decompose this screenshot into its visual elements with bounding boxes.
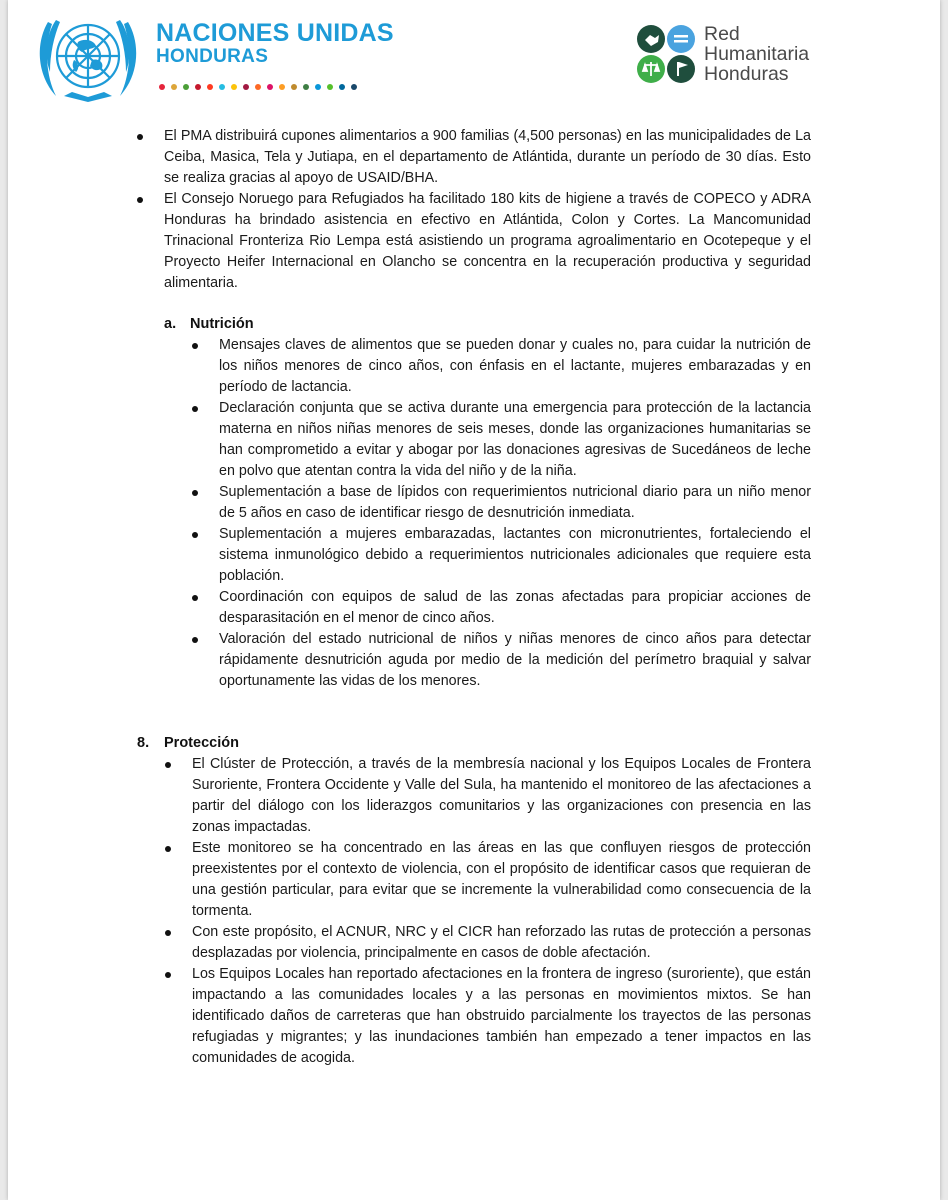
bullet-icon [192,490,198,496]
section-title: Nutrición [190,316,254,332]
bullet-icon [165,846,171,852]
bullet-text: Mensajes claves de alimentos que se pueden donar y cuales no, para cuidar la nutrición de los niños menores de cinco años, con énfasis en el lactante, mujeres embarazadas y en período de lactancia. [219,337,811,395]
list-item [8,754,811,838]
un-subtitle: HONDURAS [156,46,269,67]
un-emblem-logo [34,12,142,104]
list-item [8,335,811,398]
section-number: 8. [137,735,150,751]
bullet-icon [137,134,143,140]
bullet-icon [192,343,198,349]
list-item [8,629,811,692]
list-item [8,398,811,482]
bullet-icon [165,930,171,936]
bullet-text: Los Equipos Locales han reportado afectaciones en la frontera de ingreso (suroriente), que están impactando a las comunidades locales y a las personas en movimientos mixtos. Se han identificado daños de carreteras que han obstruido parcialmente los trayectos de las personas refugiadas y migrantes; y las inundaciones también han empezado a tener impactos en las comunidades de acogida. [192,966,811,1066]
list-item [8,189,811,294]
list-item [8,922,811,964]
list-item [8,964,811,1069]
bullet-text: El Consejo Noruego para Refugiados ha facilitado 180 kits de higiene a través de COPECO y ADRA Honduras ha brindado asistencia en efectivo en Atlántida, Colon y Cortes. La Mancomunidad Trinacional Fronteriza Rio Lempa está asistiendo un programa agroalimentario en Ocotepeque y el Proyecto Heifer Internacional en Olancho se concentra en la recuperación productiva y seguridad alimentaria. [164,191,811,291]
bullet-text: Suplementación a mujeres embarazadas, lactantes con micronutrientes, fortaleciendo el sistema inmunológico debido a requerimientos nutricionales adicionales que requiere esta población. [219,526,811,584]
rh-line: Humanitaria [704,43,810,65]
rh-line: Honduras [704,63,789,85]
nutricion-heading [8,314,940,335]
sdg-dot [291,84,297,90]
sdg-dot [303,84,309,90]
sdg-dot [339,84,345,90]
document-page [8,0,940,1200]
un-title: NACIONES UNIDAS [156,19,394,47]
sdg-dot [159,84,165,90]
sdg-dot [327,84,333,90]
bullet-text: Valoración del estado nutricional de niños y niñas menores de cinco años para detectar rápidamente desnutrición aguda por medio de la medición del perímetro braquial y salvar oportunamente las vidas de los menores. [219,631,811,689]
bullet-text: El Clúster de Protección, a través de la membresía nacional y los Equipos Locales de Frontera Suroriente, Frontera Occidente y Valle del Sula, ha mantenido el monitoreo de las afectaciones a partir del diálogo con los liderazgos comunitarios y las organizaciones con presencia en las zonas impactadas. [192,756,811,835]
bullet-text: Con este propósito, el ACNUR, NRC y el CICR han reforzado las rutas de protección a personas desplazadas por violencia, principalmente en casos de doble afectación. [192,924,811,961]
sdg-dot [207,84,213,90]
list-item [8,126,811,189]
sdg-dot [243,84,249,90]
section-letter: a. [164,316,177,332]
bullet-icon [192,532,198,538]
intro-bullet-list [8,126,940,294]
sdg-dot [267,84,273,90]
proteccion-heading [8,733,940,754]
list-item [8,524,811,587]
section-title: Protección [164,735,239,751]
proteccion-bullet-list [8,754,940,1069]
bullet-text: El PMA distribuirá cupones alimentarios a 900 familias (4,500 personas) en las municipalidades de La Ceiba, Masica, Tela y Jutiapa, en el departamento de Atlántida, durante un período de 30 días. Esto se realiza gracias al apoyo de USAID/BHA. [164,128,811,186]
bullet-icon [192,595,198,601]
bullet-icon [192,406,198,412]
bullet-text: Coordinación con equipos de salud de las zonas afectadas para propiciar acciones de desparasitación en el menor de cinco años. [219,589,811,626]
bullet-icon [192,637,198,643]
list-item [8,482,811,524]
red-humanitaria-logo [636,24,696,84]
sdg-dot [351,84,357,90]
sdg-dot [219,84,225,90]
sdg-dot [279,84,285,90]
bullet-icon [137,197,143,203]
document-body [8,126,940,1069]
sdg-color-dots [159,84,357,90]
nutricion-bullet-list [8,335,940,692]
bullet-text: Este monitoreo se ha concentrado en las áreas en las que confluyen riesgos de protección preexistentes por el contexto de violencia, con el propósito de identificar casos que requieran de una gestión particular, para evitar que se incremente la vulnerabilidad como consecuencia de la tormenta. [192,840,811,919]
sdg-dot [255,84,261,90]
bullet-icon [165,762,171,768]
sdg-dot [195,84,201,90]
sdg-dot [183,84,189,90]
list-item [8,838,811,922]
sdg-dot [315,84,321,90]
list-item [8,587,811,629]
rh-line: Red [704,23,740,45]
sdg-dot [171,84,177,90]
bullet-icon [165,972,171,978]
red-humanitaria-wordmark [704,24,809,84]
sdg-dot [231,84,237,90]
bullet-text: Declaración conjunta que se activa durante una emergencia para protección de la lactancia materna en niños niñas menores de seis meses, donde las organizaciones humanitarias se han comprometido a evitar y abogar por las donaciones agresivas de Sucedáneos de leche en polvo que atentan contra la vida del niño y de la niña. [219,400,811,479]
bullet-text: Suplementación a base de lípidos con requerimientos nutricional diario para un niño menor de 5 años en caso de identificar riesgo de desnutrición inmediata. [219,484,811,521]
